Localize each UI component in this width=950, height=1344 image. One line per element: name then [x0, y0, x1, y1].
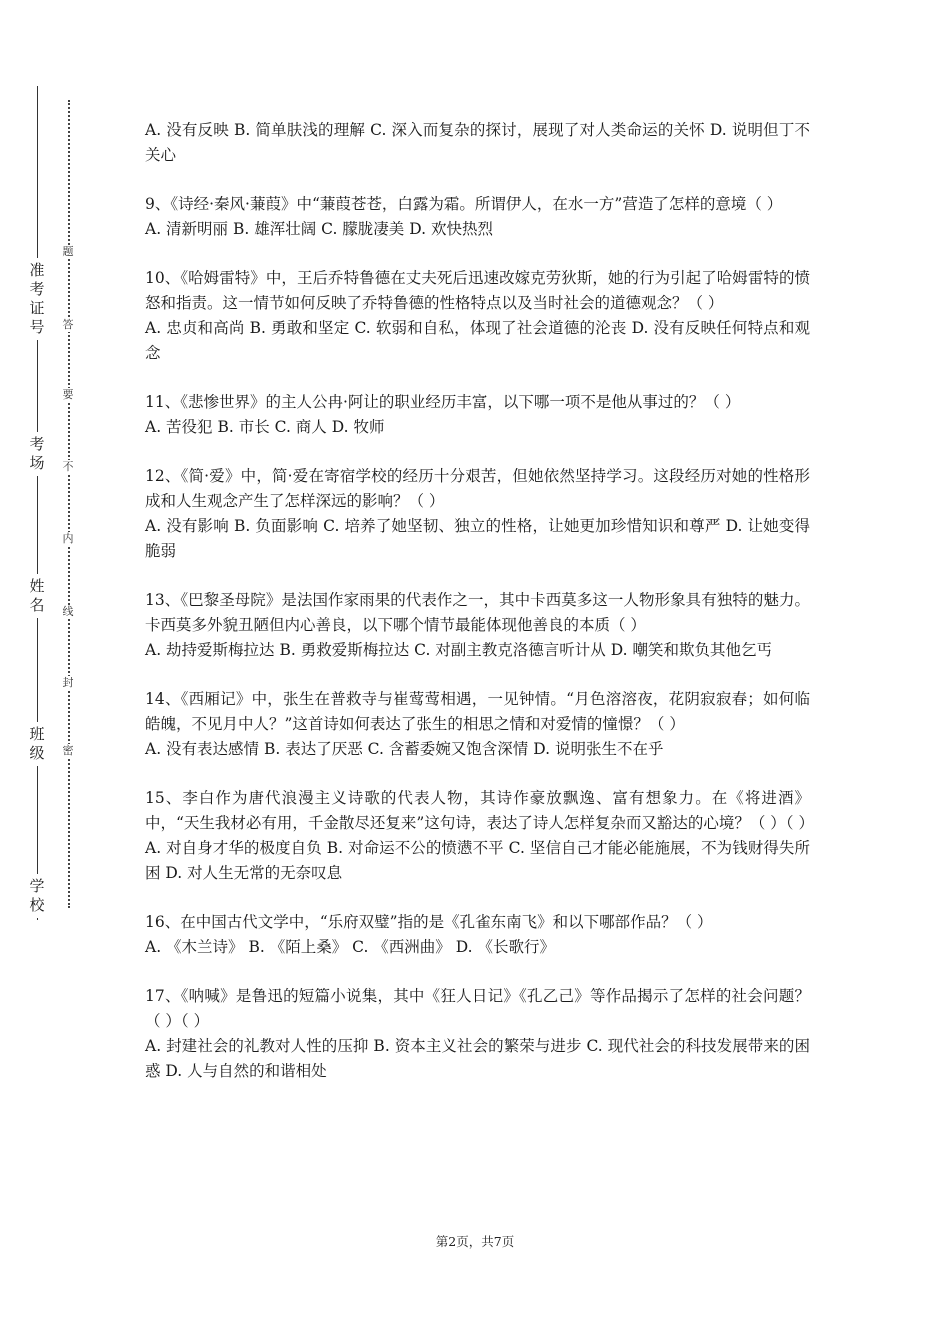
binding-line: [37, 86, 38, 920]
seal-char: 题: [60, 245, 76, 259]
school-field: 学 校: [26, 874, 50, 918]
question-options: A. 《木兰诗》 B. 《陌上桑》 C. 《西洲曲》 D. 《长歌行》: [145, 938, 555, 956]
seal-char: 内: [60, 532, 76, 546]
exam-room-field: 考 场: [26, 432, 50, 476]
question-item: [145, 984, 810, 1084]
seal-char: 不: [60, 460, 76, 474]
question-options: A. 没有影响 B. 负面影响 C. 培养了她坚韧、独立的性格，让她更加珍惜知识和尊严 D. 让她变得脆弱: [145, 517, 810, 560]
question-options: A. 对自身才华的极度自负 B. 对命运不公的愤懑不平 C. 坚信自己才能必能施展，不为钱财得失所困 D. 对人生无常的无奈叹息: [145, 839, 810, 882]
question-stem: 11、《悲惨世界》的主人公冉·阿让的职业经历丰富，以下哪一项不是他从事过的？（ ）: [145, 393, 741, 411]
page-number: 第2页，共7页: [435, 1234, 515, 1249]
seal-char: 答: [60, 318, 76, 332]
question-item: [145, 192, 810, 242]
question-options: A. 劫持爱斯梅拉达 B. 勇救爱斯梅拉达 C. 对副主教克洛德言听计从 D. 嘲笑和欺负其他乞丐: [145, 641, 772, 659]
question-item: [145, 118, 810, 168]
seal-char: 密: [60, 744, 76, 758]
seal-char: 线: [60, 605, 76, 619]
question-options: A. 封建社会的礼教对人性的压抑 B. 资本主义社会的繁荣与进步 C. 现代社会的科技发展带来的困惑 D. 人与自然的和谐相处: [145, 1037, 810, 1080]
question-options: A. 苦役犯 B. 市长 C. 商人 D. 牧师: [145, 418, 385, 436]
question-stem: 16、在中国古代文学中，“乐府双璧”指的是《孔雀东南飞》和以下哪部作品？（ ）: [145, 913, 713, 931]
question-stem: 15、李白作为唐代浪漫主义诗歌的代表人物，其诗作豪放飘逸、富有想象力。在《将进酒》中，“天生我材必有用，千金散尽还复来”这句诗，表达了诗人怎样复杂而又豁达的心境？（ ）（ ）: [145, 789, 814, 832]
question-options: A. 忠贞和高尚 B. 勇敢和坚定 C. 软弱和自私，体现了社会道德的沦丧 D. 没有反映任何特点和观念: [145, 319, 810, 362]
class-field: 班 级: [26, 722, 50, 766]
question-item: [145, 910, 810, 960]
question-stem: 10、《哈姆雷特》中，王后乔特鲁德在丈夫死后迅速改嫁克劳狄斯，她的行为引起了哈姆雷特的愤怒和指责。这一情节如何反映了乔特鲁德的性格特点以及当时社会的道德观念？（ ）: [145, 269, 810, 312]
question-stem: 13、《巴黎圣母院》是法国作家雨果的代表作之一，其中卡西莫多这一人物形象具有独特的魅力。卡西莫多外貌丑陋但内心善良，以下哪个情节最能体现他善良的本质（ ）: [145, 591, 810, 634]
seal-char: 要: [60, 388, 76, 402]
seal-dotted-line: [68, 100, 70, 908]
name-field: 姓 名: [26, 574, 50, 618]
question-item: [145, 464, 810, 564]
seal-char: 封: [60, 676, 76, 690]
question-options: A. 没有表达感情 B. 表达了厌恶 C. 含蓄委婉又饱含深情 D. 说明张生不在乎: [145, 740, 664, 758]
question-stem: 14、《西厢记》中，张生在普救寺与崔莺莺相遇，一见钟情。“月色溶溶夜，花阴寂寂春；如何临皓魄，不见月中人？”这首诗如何表达了张生的相思之情和对爱情的憧憬？（ ）: [145, 690, 810, 733]
question-stem: 17、《呐喊》是鲁迅的短篇小说集，其中《狂人日记》《孔乙己》等作品揭示了怎样的社会问题？（ ）（ ）: [145, 987, 810, 1030]
question-item: [145, 266, 810, 366]
question-item: [145, 687, 810, 762]
question-item: [145, 588, 810, 663]
exam-number-field: 准 考 证 号: [26, 258, 50, 340]
question-item: [145, 786, 814, 886]
question-stem: 12、《简·爱》中，简·爱在寄宿学校的经历十分艰苦，但她依然坚持学习。这段经历对她的性格形成和人生观念产生了怎样深远的影响？（ ）: [145, 467, 810, 510]
question-item: [145, 390, 810, 440]
question-options: A. 没有反映 B. 简单肤浅的理解 C. 深入而复杂的探讨，展现了对人类命运的关怀 D. 说明但丁不关心: [145, 121, 810, 164]
question-list: [145, 118, 814, 1108]
question-stem: 9、《诗经·秦风·蒹葭》中“蒹葭苍苍，白露为霜。所谓伊人，在水一方”营造了怎样的意境（ ）: [145, 195, 783, 213]
question-options: A. 清新明丽 B. 雄浑壮阔 C. 朦胧凄美 D. 欢快热烈: [145, 220, 493, 238]
